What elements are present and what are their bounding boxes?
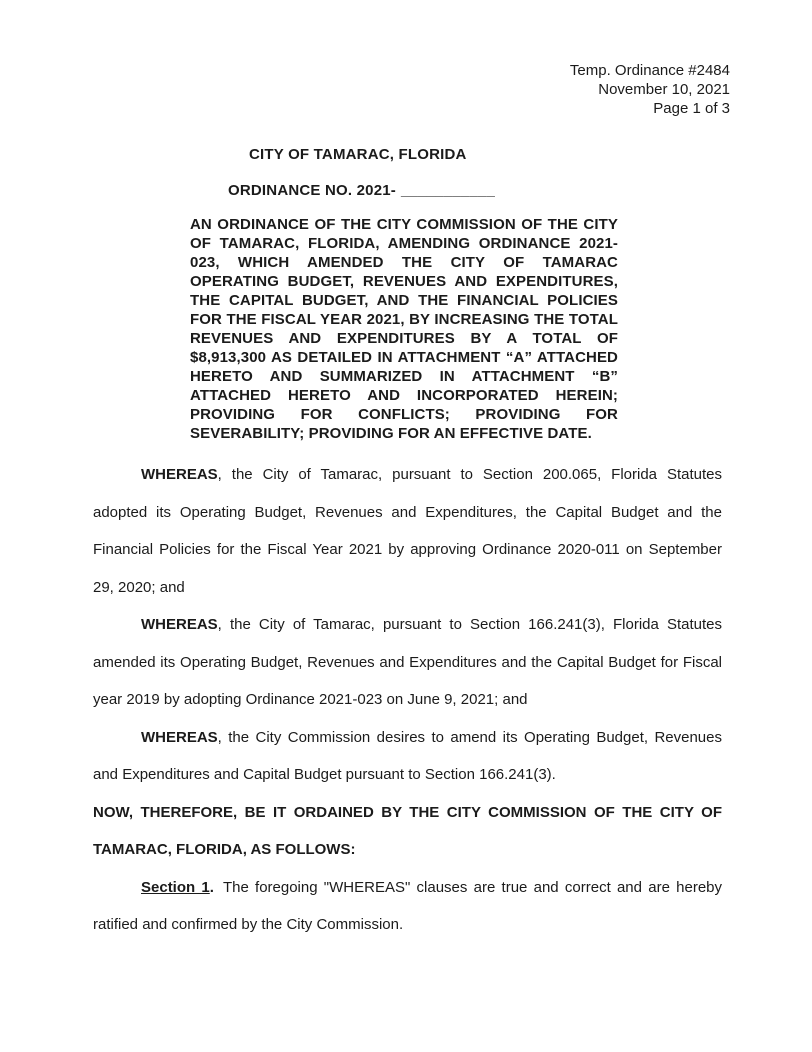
whereas-clause-2 <box>93 606 722 719</box>
whereas-text-2: , the City of Tamarac, pursuant to Section 166.241(3), Florida Statutes amended its Operating Budget, Revenues and Expenditures and the Capital Budget for Fiscal year 2019 by adopting Ordinance 2021-023 on June 9, 2021; and <box>93 616 722 708</box>
section-1-period: . <box>209 878 214 896</box>
whereas-lead-1: WHEREAS <box>141 466 218 483</box>
header-page-number: Page 1 of 3 <box>653 100 730 117</box>
document-body <box>93 456 722 944</box>
document-title: CITY OF TAMARAC, FLORIDA <box>249 146 467 163</box>
section-1-paragraph <box>93 869 722 944</box>
enactment-clause: NOW, THEREFORE, BE IT ORDAINED BY THE CITY COMMISSION OF THE CITY OF TAMARAC, FLORIDA, AS FOLLOWS: <box>93 803 722 858</box>
ordinance-summary-paragraph: AN ORDINANCE OF THE CITY COMMISSION OF THE CITY OF TAMARAC, FLORIDA, AMENDING ORDINANCE 2021-023, WHICH AMENDED THE CITY OF TAMARAC OPERATING BUDGET, REVENUES AND EXPENDITURES, THE CAPITAL BUDGET, AND THE FINANCIAL POLICIES FOR THE FISCAL YEAR 2021, BY INCREASING THE TOTAL REVENUES AND EXPENDITURES BY A TOTAL OF $8,913,300 AS DETAILED IN ATTACHMENT “A” ATTACHED HERETO AND SUMMARIZED IN ATTACHMENT “B” ATTACHED HERETO AND INCORPORATED HEREIN; PROVIDING FOR CONFLICTS; PROVIDING FOR SEVERABILITY; PROVIDING FOR AN EFFECTIVE DATE. <box>190 216 618 442</box>
document-header <box>570 61 730 118</box>
ordinance-number-blank: ___________ <box>401 182 495 199</box>
whereas-clause-3 <box>93 719 722 794</box>
section-1-lead: Section 1 <box>141 878 210 896</box>
header-date: November 10, 2021 <box>598 81 730 98</box>
header-temp-ordinance-number: Temp. Ordinance #2484 <box>569 62 730 79</box>
section-1-text: The foregoing "WHEREAS" clauses are true and correct and are hereby ratified and confirmed by the City Commission. <box>93 878 723 933</box>
whereas-lead-2: WHEREAS <box>141 616 218 633</box>
whereas-clause-1 <box>93 456 722 606</box>
whereas-text-3: , the City Commission desires to amend its Operating Budget, Revenues and Expenditures and Capital Budget pursuant to Section 166.241(3). <box>93 728 722 783</box>
ordinance-number-label: ORDINANCE NO. 2021- <box>228 182 397 199</box>
whereas-lead-3: WHEREAS <box>141 728 218 746</box>
whereas-text-1: , the City of Tamarac, pursuant to Section 200.065, Florida Statutes adopted its Operating Budget, Revenues and Expenditures, the Capital Budget and the Financial Policies for the Fiscal Year 2021 by approving Ordinance 2020-011 on September 29, 2020; and <box>93 466 722 596</box>
ordinance-number-line <box>228 182 722 199</box>
